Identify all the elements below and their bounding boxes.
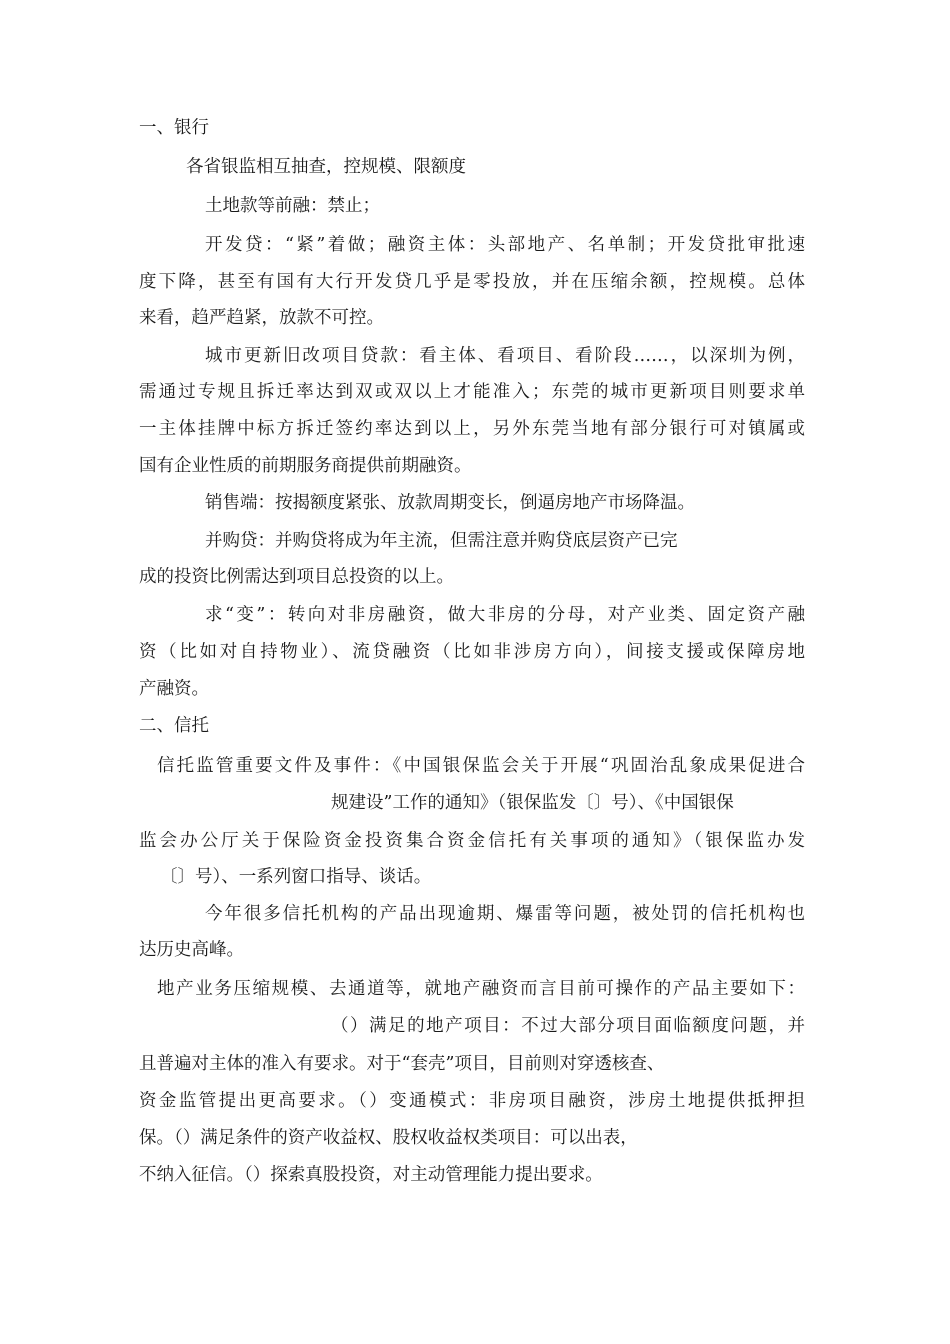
paragraph-line: 开发贷：“紧”着做；融资主体：头部地产、名单制；开发贷批审批速	[205, 235, 805, 255]
section-heading-bank: 一、银行	[139, 118, 209, 138]
paragraph-line: 且普遍对主体的准入有要求。对于“套壳”项目，目前则对穿透核查、	[139, 1054, 665, 1074]
paragraph-line: 不纳入征信。（）探索真股投资，对主动管理能力提出要求。	[139, 1165, 603, 1185]
paragraph-line: 信托监管重要文件及事件：《中国银保监会关于开展“巩固治乱象成果促进合	[157, 756, 805, 776]
paragraph-line: 今年很多信托机构的产品出现逾期、爆雷等问题，被处罚的信托机构也	[205, 904, 805, 924]
paragraph-line: 来看，趋严趋紧，放款不可控。	[139, 308, 384, 328]
paragraph-line: 国有企业性质的前期服务商提供前期融资。	[139, 456, 472, 476]
paragraph-line: 资（比如对自持物业）、流贷融资（比如非涉房方向），间接支援或保障房地	[139, 642, 805, 662]
paragraph-line: 达历史高峰。	[139, 940, 244, 960]
paragraph-line: 求“变”：转向对非房融资，做大非房的分母，对产业类、固定资产融	[205, 605, 805, 625]
paragraph-line: 产融资。	[139, 679, 209, 699]
paragraph-line: 〔〕号）、一系列窗口指导、谈话。	[160, 867, 432, 887]
paragraph-line: 度下降，甚至有国有大行开发贷几乎是零投放，并在压缩余额，控规模。总体	[139, 272, 805, 292]
paragraph-line: （）满足的地产项目：不过大部分项目面临额度问题，并	[331, 1016, 805, 1036]
paragraph-line: 城市更新旧改项目贷款：看主体、看项目、看阶段……，以深圳为例，	[205, 346, 805, 366]
paragraph-line: 销售端：按揭额度紧张、放款周期变长，倒逼房地产市场降温。	[205, 493, 695, 513]
paragraph-line: 规建设”工作的通知》（银保监发〔〕号）、《中国银保	[331, 793, 734, 813]
paragraph-line: 地产业务压缩规模、去通道等，就地产融资而言目前可操作的产品主要如下：	[157, 979, 805, 999]
paragraph-line: 各省银监相互抽查，控规模、限额度	[186, 157, 466, 177]
paragraph-line: 并购贷：并购贷将成为年主流，但需注意并购贷底层资产已完	[205, 531, 678, 551]
paragraph-line: 需通过专规且拆迁率达到双或双以上才能准入；东莞的城市更新项目则要求单	[139, 382, 805, 402]
paragraph-line: 监会办公厅关于保险资金投资集合资金信托有关事项的通知》（银保监办发	[139, 831, 805, 851]
paragraph-line: 保。（）满足条件的资产收益权、股权收益权类项目：可以出表，	[139, 1128, 638, 1148]
paragraph-line: 资金监管提出更高要求。（）变通模式：非房项目融资，涉房土地提供抵押担	[139, 1091, 805, 1111]
paragraph-line: 一主体挂牌中标方拆迁签约率达到以上，另外东莞当地有部分银行可对镇属或	[139, 419, 805, 439]
paragraph-line: 成的投资比例需达到项目总投资的以上。	[139, 567, 454, 587]
paragraph-line: 土地款等前融：禁止；	[205, 196, 380, 216]
section-heading-trust: 二、信托	[139, 716, 209, 736]
